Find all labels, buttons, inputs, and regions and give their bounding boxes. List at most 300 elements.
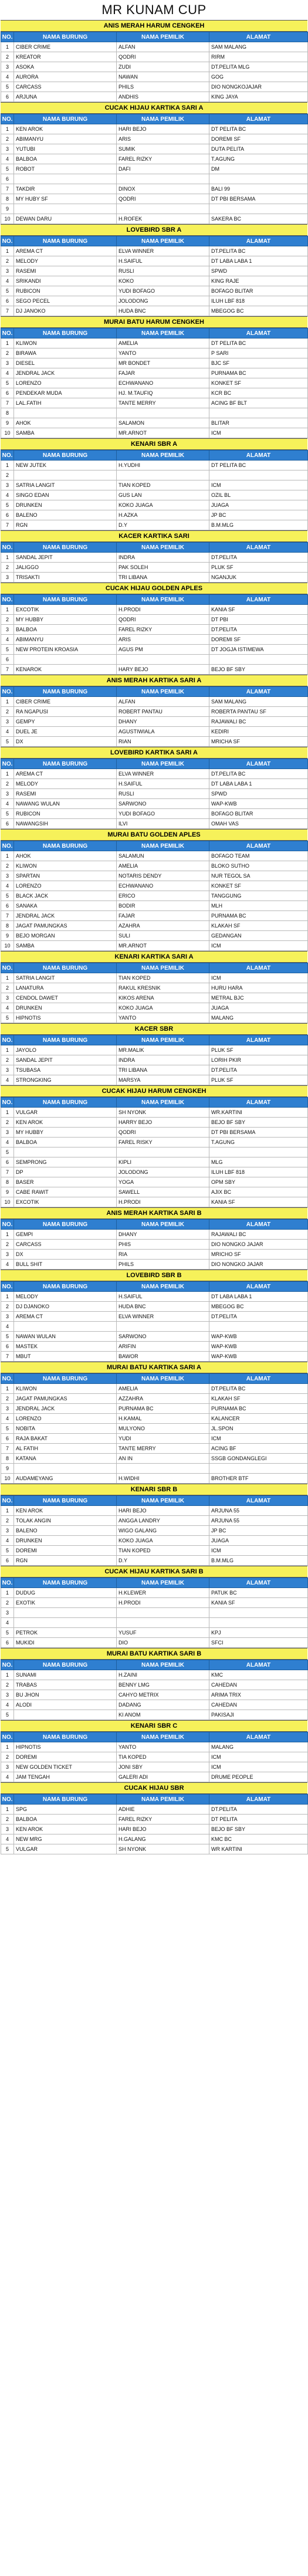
address-cell: PURNAMA BC <box>209 911 308 921</box>
owner-name-cell: D.Y <box>117 520 209 530</box>
row-number: 3 <box>1 144 14 154</box>
table-row <box>1 707 308 717</box>
bird-name-cell: DUEL JE <box>14 727 117 737</box>
table-row <box>1 42 308 52</box>
row-number: 1 <box>1 1108 14 1118</box>
bird-name-cell: SRIKANDI <box>14 276 117 286</box>
row-number: 6 <box>1 1342 14 1352</box>
address-cell: ROBERTA PANTAU SF <box>209 707 308 717</box>
address-cell: PAKISAJI <box>209 1710 308 1720</box>
table-row <box>1 769 308 779</box>
row-number: 5 <box>1 1424 14 1434</box>
owner-name-cell: HARRY BEJO <box>117 1118 209 1128</box>
bird-name-cell: AL FATIH <box>14 1444 117 1454</box>
table-row <box>1 1546 308 1556</box>
address-cell: ARIMA TRIX <box>209 1690 308 1700</box>
row-number: 3 <box>1 1065 14 1075</box>
table-row <box>1 204 308 214</box>
owner-name-cell: DIO <box>117 1638 209 1648</box>
section-title: CUCAK HIJAU KARTIKA SARI B <box>1 1566 307 1578</box>
contest-section <box>1 438 307 530</box>
row-number: 5 <box>1 809 14 819</box>
row-number: 6 <box>1 1434 14 1444</box>
address-cell: BOFAGO BLITAR <box>209 286 308 296</box>
owner-name-cell: FAREL RISKY <box>117 1138 209 1147</box>
owner-name-column-header: NAMA PEMILIK <box>117 114 209 124</box>
address-cell <box>209 1464 308 1474</box>
bird-name-cell: STRONGKING <box>14 1075 117 1085</box>
table-header-row <box>1 236 308 246</box>
table-row <box>1 480 308 490</box>
row-number: 2 <box>1 348 14 358</box>
bird-name-cell: GEMPI <box>14 1230 117 1240</box>
address-cell: DOREMI SF <box>209 635 308 645</box>
bird-name-column-header: NAMA BURUNG <box>14 1098 117 1108</box>
owner-name-cell: GUS LAN <box>117 490 209 500</box>
bird-name-cell: DIESEL <box>14 358 117 368</box>
row-number: 5 <box>1 1546 14 1556</box>
row-number: 4 <box>1 881 14 891</box>
owner-name-cell: H.GALANG <box>117 1834 209 1844</box>
row-number: 1 <box>1 1588 14 1598</box>
row-number: 1 <box>1 1230 14 1240</box>
bird-name-cell: SUNAMI <box>14 1670 117 1680</box>
table-row <box>1 1352 308 1362</box>
no-column-header: NO. <box>1 1220 14 1230</box>
address-cell: ACING BF <box>209 1444 308 1454</box>
no-column-header: NO. <box>1 1282 14 1292</box>
bird-name-cell: RGN <box>14 520 117 530</box>
address-cell: DIO NONGKO JAJAR <box>209 1240 308 1250</box>
bird-name-cell: EXCOTIK <box>14 1197 117 1207</box>
owner-name-cell: HJ. M.TAUFIQ <box>117 388 209 398</box>
row-number: 5 <box>1 737 14 747</box>
bird-name-cell: NEW JUTEK <box>14 461 117 470</box>
bird-name-cell: EXCOTIK <box>14 605 117 615</box>
address-cell: DT PELITA BC <box>209 338 308 348</box>
table-header-row <box>1 543 308 553</box>
owner-name-cell: FAREL RIZKY <box>117 154 209 164</box>
table-row <box>1 819 308 829</box>
address-cell: MRICHO SF <box>209 1250 308 1260</box>
table-row <box>1 911 308 921</box>
table-row <box>1 358 308 368</box>
owner-name-cell: WIGO GALANG <box>117 1526 209 1536</box>
bird-name-cell: ALODI <box>14 1700 117 1710</box>
owner-name-cell <box>117 1147 209 1157</box>
address-cell: RIRM <box>209 52 308 62</box>
table-header-row <box>1 1660 308 1670</box>
bird-name-cell: LORENZO <box>14 881 117 891</box>
owner-name-cell: H.WIDHI <box>117 1474 209 1484</box>
bird-name-cell: MY HUBBY <box>14 1128 117 1138</box>
row-number: 4 <box>1 368 14 378</box>
owner-name-cell: MR BONDET <box>117 358 209 368</box>
bird-name-cell <box>14 470 117 480</box>
no-column-header: NO. <box>1 1374 14 1384</box>
row-number: 1 <box>1 851 14 861</box>
row-number: 4 <box>1 1138 14 1147</box>
address-cell: JUAGA <box>209 1536 308 1546</box>
bird-name-cell: GEMPY <box>14 717 117 727</box>
section-title: CUCAK HIJAU KARTIKA SARI A <box>1 102 307 114</box>
owner-name-cell: H.PRODI <box>117 605 209 615</box>
row-number: 4 <box>1 1322 14 1332</box>
table-row <box>1 563 308 573</box>
row-number: 7 <box>1 398 14 408</box>
bird-name-cell: NEW MRG <box>14 1834 117 1844</box>
owner-name-cell: RIAN <box>117 737 209 747</box>
address-column-header: ALAMAT <box>209 595 308 605</box>
owner-name-cell: DADANG <box>117 1700 209 1710</box>
table-row <box>1 881 308 891</box>
address-cell: MLG <box>209 1157 308 1167</box>
owner-name-cell: MR.MALIK <box>117 1045 209 1055</box>
owner-name-cell: QODRI <box>117 615 209 625</box>
row-number: 6 <box>1 174 14 184</box>
table-header-row <box>1 1282 308 1292</box>
bird-name-column-header: NAMA BURUNG <box>14 687 117 697</box>
contest-section <box>1 224 307 316</box>
results-table <box>1 450 308 530</box>
address-cell: DT LABA LABA 1 <box>209 779 308 789</box>
table-header-row <box>1 1795 308 1805</box>
owner-name-cell: SH NYONK <box>117 1108 209 1118</box>
owner-name-cell: YANTO <box>117 1742 209 1752</box>
table-row <box>1 1250 308 1260</box>
owner-name-cell: TIAN KOPED <box>117 973 209 983</box>
table-header-row <box>1 1732 308 1742</box>
table-row <box>1 789 308 799</box>
address-cell: DT.PELITA <box>209 1805 308 1815</box>
address-cell: WAP-KWB <box>209 799 308 809</box>
section-title: KACER SBR <box>1 1023 307 1035</box>
row-number: 3 <box>1 717 14 727</box>
row-number: 2 <box>1 1394 14 1404</box>
bird-name-cell: SANDAL JEPIT <box>14 1055 117 1065</box>
owner-name-cell: AGUS PM <box>117 645 209 655</box>
address-cell: JUAGA <box>209 500 308 510</box>
address-column-header: ALAMAT <box>209 1795 308 1805</box>
owner-name-cell: TIAN KOPED <box>117 480 209 490</box>
owner-name-cell: SULI <box>117 931 209 941</box>
bird-name-cell: AUDAMEYANG <box>14 1474 117 1484</box>
row-number: 1 <box>1 1045 14 1055</box>
row-number: 1 <box>1 1670 14 1680</box>
table-row <box>1 1762 308 1772</box>
table-row <box>1 1045 308 1055</box>
address-cell: KCR BC <box>209 388 308 398</box>
owner-name-cell: H.PRODI <box>117 1197 209 1207</box>
table-row <box>1 1824 308 1834</box>
results-table <box>1 1495 308 1566</box>
address-cell: SAM MALANG <box>209 42 308 52</box>
owner-name-cell <box>117 1464 209 1474</box>
section-title: MURAI BATU HARUM CENGKEH <box>1 316 307 328</box>
owner-name-cell: SALAMON <box>117 418 209 428</box>
row-number: 4 <box>1 727 14 737</box>
bird-name-column-header: NAMA BURUNG <box>14 841 117 851</box>
address-cell: DT.PELITA BC <box>209 769 308 779</box>
address-cell <box>209 470 308 480</box>
table-header-row <box>1 1578 308 1588</box>
address-cell <box>209 1147 308 1157</box>
bird-name-cell: JENDRAL JACK <box>14 1404 117 1414</box>
row-number: 4 <box>1 1618 14 1628</box>
owner-name-cell: FAREL RIZKY <box>117 625 209 635</box>
table-row <box>1 645 308 655</box>
owner-name-cell <box>117 1618 209 1628</box>
bird-name-cell: SANDAL JEPIT <box>14 553 117 563</box>
contest-section <box>1 1270 307 1362</box>
address-cell: JUAGA <box>209 1003 308 1013</box>
table-row <box>1 1464 308 1474</box>
table-row <box>1 1772 308 1782</box>
row-number: 6 <box>1 1638 14 1648</box>
bird-name-cell: NEW PROTEIN KROASIA <box>14 645 117 655</box>
bird-name-cell <box>14 174 117 184</box>
results-table <box>1 1097 308 1207</box>
contest-section <box>1 675 307 747</box>
address-cell: DT.PELITA <box>209 553 308 563</box>
section-title: LOVEBIRD SBR B <box>1 1270 307 1281</box>
bird-name-cell: JAM TENGAH <box>14 1772 117 1782</box>
row-number: 4 <box>1 1700 14 1710</box>
owner-name-cell: RAKUL KRESNIK <box>117 983 209 993</box>
bird-name-cell: SAMBA <box>14 941 117 951</box>
table-row <box>1 605 308 615</box>
table-row <box>1 891 308 901</box>
table-row <box>1 1506 308 1516</box>
contest-section <box>1 1720 307 1782</box>
results-page <box>1 0 307 1854</box>
row-number: 3 <box>1 480 14 490</box>
address-cell: BEJO BF SBY <box>209 1824 308 1834</box>
no-column-header: NO. <box>1 1732 14 1742</box>
bird-name-cell: NOBITA <box>14 1424 117 1434</box>
bird-name-cell: MELODY <box>14 256 117 266</box>
bird-name-cell: TRABAS <box>14 1680 117 1690</box>
row-number: 2 <box>1 563 14 573</box>
table-row <box>1 520 308 530</box>
bird-name-cell: BALBOA <box>14 625 117 635</box>
row-number: 1 <box>1 338 14 348</box>
table-row <box>1 246 308 256</box>
bird-name-column-header: NAMA BURUNG <box>14 451 117 461</box>
row-number: 2 <box>1 983 14 993</box>
no-column-header: NO. <box>1 1098 14 1108</box>
table-row <box>1 470 308 480</box>
bird-name-cell <box>14 408 117 418</box>
table-row <box>1 1332 308 1342</box>
row-number: 4 <box>1 154 14 164</box>
table-header-row <box>1 329 308 338</box>
row-number: 10 <box>1 428 14 438</box>
row-number: 3 <box>1 789 14 799</box>
table-header-row <box>1 114 308 124</box>
owner-name-cell: HARI BEJO <box>117 1506 209 1516</box>
table-row <box>1 1474 308 1484</box>
owner-name-cell: ALFAN <box>117 42 209 52</box>
table-row <box>1 993 308 1003</box>
owner-name-column-header: NAMA PEMILIK <box>117 1578 209 1588</box>
owner-name-cell: SARWONO <box>117 1332 209 1342</box>
owner-name-cell: CAHYO METRIX <box>117 1690 209 1700</box>
owner-name-cell: FAJAR <box>117 911 209 921</box>
table-row <box>1 727 308 737</box>
owner-name-cell: ALFAN <box>117 697 209 707</box>
row-number: 8 <box>1 1454 14 1464</box>
address-cell: WAP-KWB <box>209 1352 308 1362</box>
address-cell: GEDANGAN <box>209 931 308 941</box>
address-cell: NGANJUK <box>209 573 308 583</box>
owner-name-cell: YANTO <box>117 348 209 358</box>
owner-name-cell: JOLODONG <box>117 296 209 306</box>
row-number: 7 <box>1 1167 14 1177</box>
owner-name-cell: SUMIK <box>117 144 209 154</box>
row-number: 1 <box>1 1384 14 1394</box>
owner-name-cell: KOKO JUAGA <box>117 500 209 510</box>
row-number: 1 <box>1 1292 14 1302</box>
owner-name-cell: PHILS <box>117 1260 209 1270</box>
owner-name-cell: SALAMUN <box>117 851 209 861</box>
address-cell: BEJO BF SBY <box>209 665 308 675</box>
bird-name-cell: AREMA CT <box>14 1312 117 1322</box>
bird-name-cell: ABIMANYU <box>14 635 117 645</box>
no-column-header: NO. <box>1 841 14 851</box>
row-number: 6 <box>1 901 14 911</box>
table-row <box>1 1230 308 1240</box>
bird-name-cell: DRUNKEN <box>14 1536 117 1546</box>
address-cell: PLUK SF <box>209 1045 308 1055</box>
row-number: 3 <box>1 1608 14 1618</box>
table-row <box>1 861 308 871</box>
row-number: 2 <box>1 1240 14 1250</box>
owner-name-cell: INDRA <box>117 553 209 563</box>
row-number: 4 <box>1 799 14 809</box>
row-number: 5 <box>1 164 14 174</box>
owner-name-cell: ARIS <box>117 635 209 645</box>
table-row <box>1 1312 308 1322</box>
address-cell: ICM <box>209 428 308 438</box>
address-cell: DT.PELITA <box>209 1312 308 1322</box>
address-cell: KLAKAH SF <box>209 1394 308 1404</box>
owner-name-cell: H.AZKA <box>117 510 209 520</box>
owner-name-column-header: NAMA PEMILIK <box>117 687 209 697</box>
table-row <box>1 1065 308 1075</box>
table-row <box>1 72 308 82</box>
results-table <box>1 328 308 438</box>
bird-name-cell: KEN AROK <box>14 1824 117 1834</box>
address-cell: JP BC <box>209 510 308 520</box>
no-column-header: NO. <box>1 236 14 246</box>
owner-name-cell: DAFI <box>117 164 209 174</box>
address-cell: MBEGOG BC <box>209 1302 308 1312</box>
table-row <box>1 286 308 296</box>
bird-name-cell: MELODY <box>14 1292 117 1302</box>
table-row <box>1 338 308 348</box>
owner-name-cell: YUDI BOFAGO <box>117 286 209 296</box>
address-cell: ARJUNA 55 <box>209 1506 308 1516</box>
bird-name-cell: ABIMANYU <box>14 134 117 144</box>
bird-name-cell: MELODY <box>14 779 117 789</box>
bird-name-cell: JAGAT PAMUNGKAS <box>14 921 117 931</box>
contest-section <box>1 316 307 438</box>
owner-name-cell: NAWAN <box>117 72 209 82</box>
bird-name-cell <box>14 204 117 214</box>
address-cell: DT.PELITA BC <box>209 246 308 256</box>
address-column-header: ALAMAT <box>209 759 308 769</box>
row-number: 9 <box>1 931 14 941</box>
row-number: 1 <box>1 461 14 470</box>
table-row <box>1 214 308 224</box>
bird-name-cell: AREMA CT <box>14 246 117 256</box>
owner-name-cell: PHILS <box>117 82 209 92</box>
owner-name-cell: QODRI <box>117 52 209 62</box>
no-column-header: NO. <box>1 595 14 605</box>
bird-name-cell: LAL.FATIH <box>14 398 117 408</box>
owner-name-column-header: NAMA PEMILIK <box>117 1282 209 1292</box>
table-row <box>1 52 308 62</box>
bird-name-cell: LORENZO <box>14 378 117 388</box>
address-cell: DT PELITA <box>209 1815 308 1824</box>
address-cell: DT LABA LABA 1 <box>209 256 308 266</box>
address-cell: DT.PELITA <box>209 625 308 635</box>
address-cell: OZIL BL <box>209 490 308 500</box>
results-table <box>1 841 308 951</box>
bird-name-cell: TOLAK ANGIN <box>14 1516 117 1526</box>
address-cell <box>209 204 308 214</box>
table-row <box>1 779 308 789</box>
owner-name-cell: ANDHIS <box>117 92 209 102</box>
bird-name-cell: LORENZO <box>14 1414 117 1424</box>
no-column-header: NO. <box>1 1496 14 1506</box>
address-cell: WR.KARTINI <box>209 1108 308 1118</box>
bird-name-column-header: NAMA BURUNG <box>14 329 117 338</box>
table-row <box>1 1108 308 1118</box>
results-table <box>1 1732 308 1782</box>
bird-name-cell: DJ JANOKO <box>14 306 117 316</box>
bird-name-cell: RASEMI <box>14 789 117 799</box>
address-cell: JL.SPON <box>209 1424 308 1434</box>
address-cell: SAKERA BC <box>209 214 308 224</box>
bird-name-cell: MUKIDI <box>14 1638 117 1648</box>
bird-name-cell: RAJA BAKAT <box>14 1434 117 1444</box>
owner-name-cell <box>117 408 209 418</box>
table-header-row <box>1 1098 308 1108</box>
bird-name-cell: KLIWON <box>14 338 117 348</box>
owner-name-cell: AMELIA <box>117 1384 209 1394</box>
bird-name-cell: KEN AROK <box>14 124 117 134</box>
bird-name-column-header: NAMA BURUNG <box>14 543 117 553</box>
row-number: 1 <box>1 124 14 134</box>
table-row <box>1 1680 308 1690</box>
owner-name-cell: KIKOS ARENA <box>117 993 209 1003</box>
row-number: 2 <box>1 1516 14 1526</box>
owner-name-cell: NOTARIS DENDY <box>117 871 209 881</box>
row-number: 5 <box>1 1013 14 1023</box>
owner-name-cell: ECHWANANO <box>117 881 209 891</box>
address-cell: BROTHER BTF <box>209 1474 308 1484</box>
owner-name-cell: ANGGA LANDRY <box>117 1516 209 1526</box>
table-row <box>1 1013 308 1023</box>
table-row <box>1 1260 308 1270</box>
row-number: 6 <box>1 388 14 398</box>
row-number: 9 <box>1 418 14 428</box>
row-number: 7 <box>1 911 14 921</box>
owner-name-cell: SAWELL <box>117 1187 209 1197</box>
address-cell: T.AGUNG <box>209 1138 308 1147</box>
